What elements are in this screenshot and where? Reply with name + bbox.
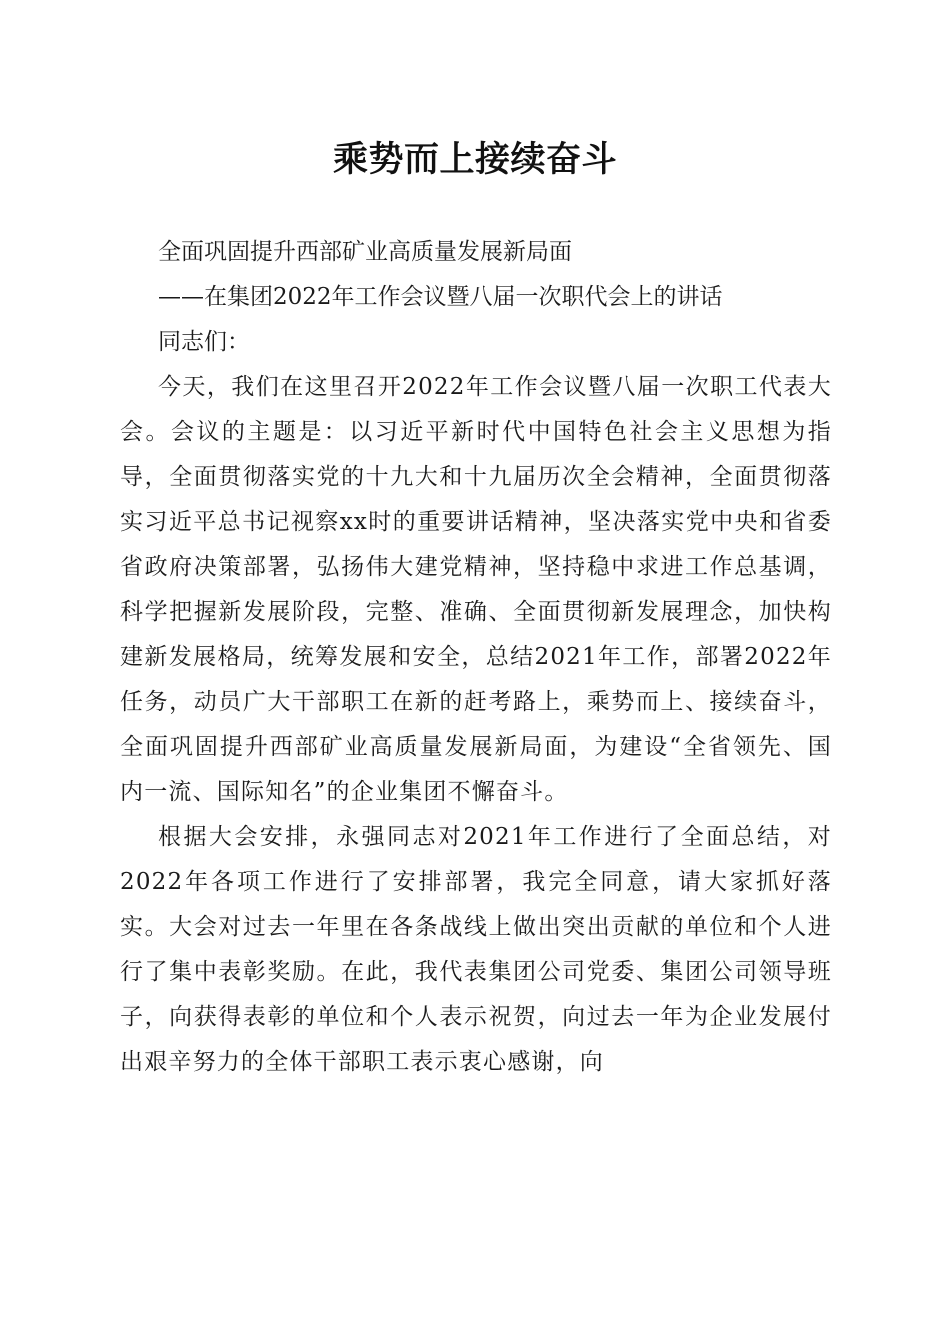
subtitle-line-1: 全面巩固提升西部矿业高质量发展新局面	[158, 239, 572, 265]
paragraph-1: 今天，我们在这里召开2022年工作会议暨八届一次职工代表大会。会议的主题是：以习近平新时代中国特色社会主义思想为指导，全面贯彻落实党的十九大和十九届历次全会精神，全面贯彻落实习近平总书记视察xx时的重要讲话精神，坚决落实党中央和省委省政府决策部署，弘扬伟大建党精神，坚持稳中求进工作总基调，科学把握新发展阶段，完整、准确、全面贯彻新发展理念，加快构建新发展格局，统筹发展和安全，总结2021年工作，部署2022年任务，动员广大干部职工在新的赶考路上，乘势而上、接续奋斗，全面巩固提升西部矿业高质量发展新局面，为建设“全省领先、国内一流、国际知名”的企业集团不懈奋斗。	[120, 374, 832, 805]
subtitle-line-2: ——在集团2022年工作会议暨八届一次职代会上的讲话	[158, 284, 723, 310]
paragraph-2: 根据大会安排，永强同志对2021年工作进行了全面总结，对2022年各项工作进行了安排部署，我完全同意，请大家抓好落实。大会对过去一年里在各条战线上做出突出贡献的单位和个人进行了集中表彰奖励。在此，我代表集团公司党委、集团公司领导班子，向获得表彰的单位和个人表示祝贺，向过去一年为企业发展付出艰辛努力的全体干部职工表示衷心感谢，向	[120, 824, 832, 1075]
salutation: 同志们：	[158, 329, 250, 355]
document-body	[120, 230, 832, 1085]
document-title: 乘势而上接续奋斗	[332, 139, 617, 180]
